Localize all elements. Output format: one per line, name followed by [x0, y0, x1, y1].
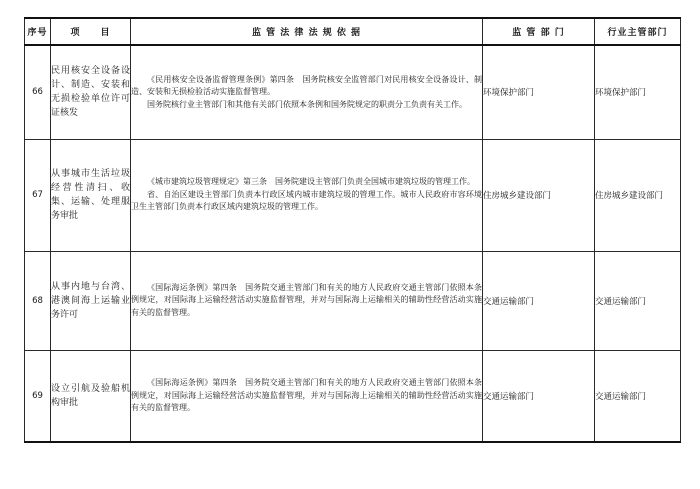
header-legal-basis: 监 管 法 律 法 规 依 据 — [131, 18, 483, 45]
row-supervising-dept: 住房城乡建设部门 — [483, 139, 595, 251]
row-number: 69 — [25, 350, 51, 442]
header-serial-number: 序号 — [25, 18, 51, 45]
row-number: 66 — [25, 45, 51, 139]
basis-paragraph: 省、自治区建设主管部门负责本行政区域内城市建筑垃圾的管理工作。城市人民政府市容环境卫生主管部门负责本行政区域内建筑垃圾的管理工作。 — [131, 189, 482, 212]
row-legal-basis — [131, 139, 483, 251]
row-legal-basis — [131, 350, 483, 442]
row-item: 民用核安全设备设计、制造、安装和无损检验单位许可证核发 — [51, 45, 131, 139]
row-supervising-dept: 交通运输部门 — [483, 251, 595, 350]
header-supervising-dept: 监 管 部 门 — [483, 18, 595, 45]
row-number: 67 — [25, 139, 51, 251]
basis-paragraph: 《国际海运条例》第四条 国务院交通主管部门和有关的地方人民政府交通主管部门依照本条例规定，对国际海上运输经营活动实施监督管理，并对与国际海上运输相关的辅助性经营活动实施有关的监督管理。 — [131, 378, 482, 412]
basis-paragraph: 国务院核行业主管部门和其他有关部门依照本条例和国务院规定的职责分工负责有关工作。 — [147, 99, 467, 109]
row-supervising-dept: 环境保护部门 — [483, 45, 595, 139]
header-item: 项 目 — [51, 18, 131, 45]
header-industry-dept: 行业主管部门 — [595, 18, 681, 45]
row-industry-dept: 住房城乡建设部门 — [595, 139, 681, 251]
row-number: 68 — [25, 251, 51, 350]
table-row — [25, 45, 681, 139]
regulation-table — [24, 17, 681, 443]
row-industry-dept: 环境保护部门 — [595, 45, 681, 139]
row-supervising-dept: 交通运输部门 — [483, 350, 595, 442]
table-row — [25, 350, 681, 442]
table-row — [25, 251, 681, 350]
row-item: 从事城市生活垃圾经营性清扫、收集、运输、处理服务审批 — [51, 139, 131, 251]
row-industry-dept: 交通运输部门 — [595, 251, 681, 350]
basis-paragraph: 《民用核安全设备监督管理条例》第四条 国务院核安全监管部门对民用核安全设备设计、制造、安装和无损检验活动实施监督管理。 — [131, 74, 482, 96]
basis-paragraph: 《城市建筑垃圾管理规定》第三条 国务院建设主管部门负责全国城市建筑垃圾的管理工作。 — [147, 177, 475, 187]
row-industry-dept: 交通运输部门 — [595, 350, 681, 442]
row-legal-basis — [131, 45, 483, 139]
basis-paragraph: 《国际海运条例》第四条 国务院交通主管部门和有关的地方人民政府交通主管部门依照本条例规定，对国际海上运输经营活动实施监督管理，并对与国际海上运输相关的辅助性经营活动实施有关的监督管理。 — [131, 282, 482, 317]
row-item: 设立引航及验船机构审批 — [51, 350, 131, 442]
table-header-row — [25, 18, 681, 45]
row-item: 从事内地与台湾、港澳间海上运输业务许可 — [51, 251, 131, 350]
table-row — [25, 139, 681, 251]
row-legal-basis — [131, 251, 483, 350]
